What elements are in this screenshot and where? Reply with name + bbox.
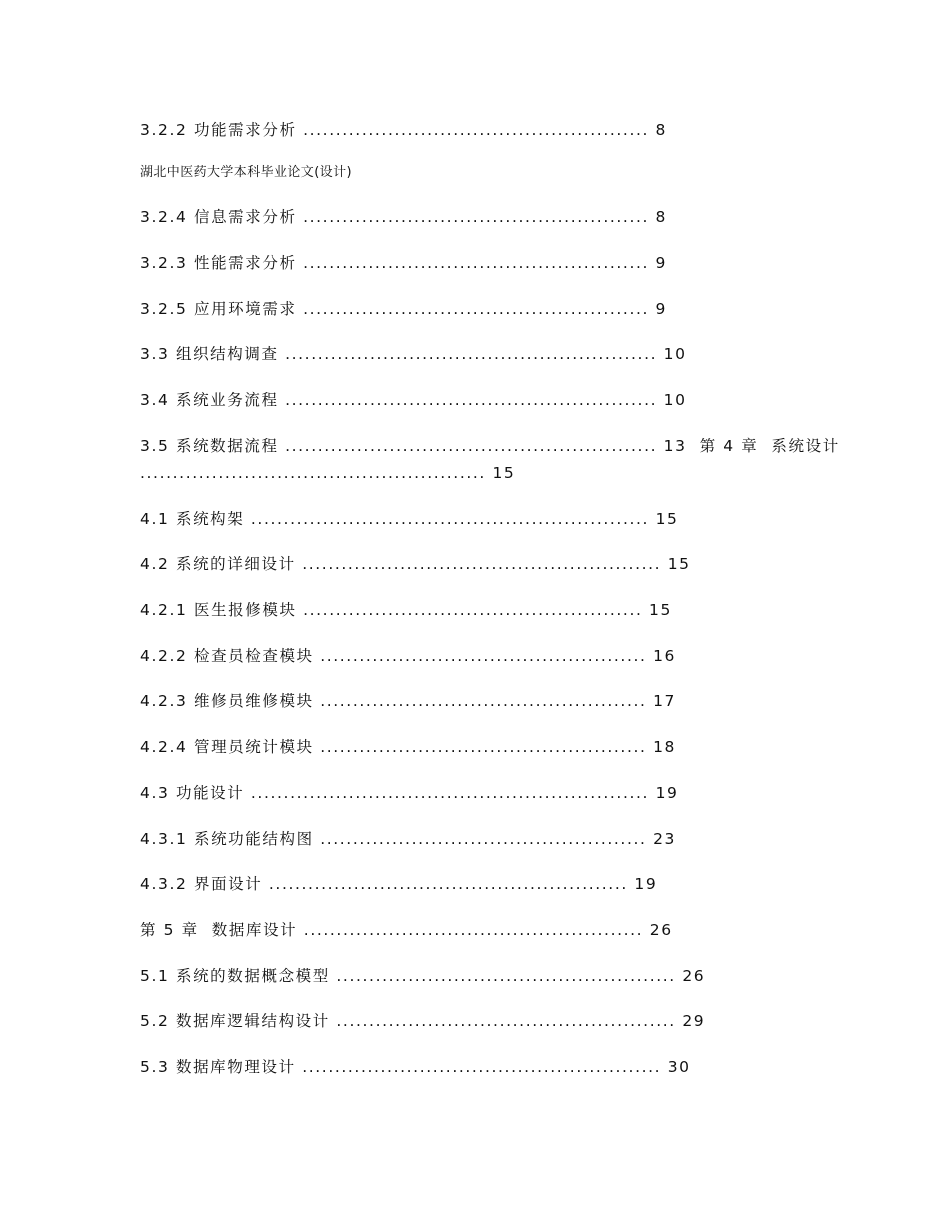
toc-entry-3-2-3: 3.2.3 性能需求分析 ..................................................... 9 (140, 254, 668, 272)
toc-entry-4-2-4: 4.2.4 管理员统计模块 .................................................. 18 (140, 738, 676, 756)
toc-entry-3-3: 3.3 组织结构调查 ......................................................... 10 (140, 345, 687, 363)
toc-entry-4-1: 4.1 系统构架 ............................................................. 15 (140, 510, 679, 528)
toc-entry-3-2-5: 3.2.5 应用环境需求 ..................................................... 9 (140, 300, 668, 318)
toc-entry-5-1: 5.1 系统的数据概念模型 .................................................... 26 (140, 967, 706, 985)
toc-entry-3-5: 3.5 系统数据流程 ......................................................... 13 第 4 章 系统设计 (140, 437, 840, 455)
toc-entry-chapter-4-continuation: ..................................................... 15 (140, 464, 516, 482)
toc-entry-4-2-2: 4.2.2 检查员检查模块 .................................................. 16 (140, 647, 676, 665)
running-header: 湖北中医药大学本科毕业论文(设计) (140, 165, 352, 180)
toc-entry-chapter-5: 第 5 章 数据库设计 .................................................... 26 (140, 921, 673, 939)
toc-entry-4-2-3: 4.2.3 维修员维修模块 .................................................. 17 (140, 692, 676, 710)
toc-entry-5-3: 5.3 数据库物理设计 ....................................................... 30 (140, 1058, 691, 1076)
toc-entry-3-4: 3.4 系统业务流程 ......................................................... 10 (140, 391, 687, 409)
toc-entry-3-2-2: 3.2.2 功能需求分析 ..................................................... 8 (140, 121, 668, 139)
toc-entry-3-2-4: 3.2.4 信息需求分析 ..................................................... 8 (140, 208, 668, 226)
toc-entry-4-2: 4.2 系统的详细设计 ....................................................... 15 (140, 555, 691, 573)
toc-entry-4-2-1: 4.2.1 医生报修模块 .................................................... 15 (140, 601, 672, 619)
toc-entry-4-3: 4.3 功能设计 ............................................................. 19 (140, 784, 679, 802)
toc-entry-4-3-1: 4.3.1 系统功能结构图 .................................................. 23 (140, 830, 676, 848)
toc-entry-4-3-2: 4.3.2 界面设计 ....................................................... 19 (140, 875, 658, 893)
toc-entry-5-2: 5.2 数据库逻辑结构设计 .................................................... 29 (140, 1012, 706, 1030)
